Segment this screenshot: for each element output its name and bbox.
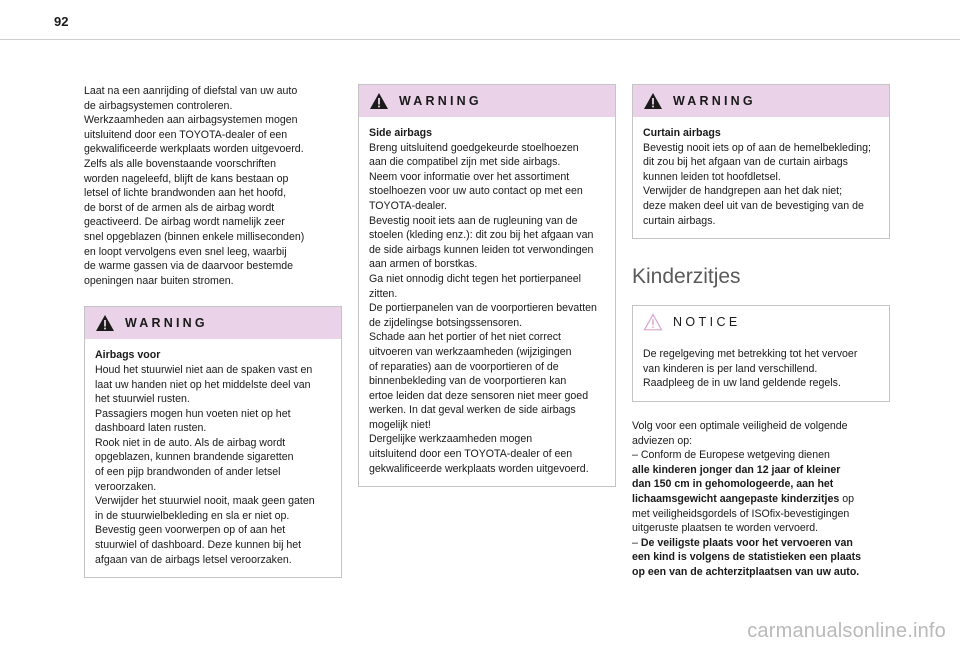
notice-body: De regelgeving met betrekking tot het vervoer van kinderen is per land verschillend. Raadpleeg de in uw land geldende regels. — [643, 348, 858, 390]
warning-title: WARNING — [125, 316, 208, 331]
warning-body — [85, 339, 341, 577]
section-title: Kinderzitjes — [632, 265, 741, 289]
column-1 — [84, 84, 342, 578]
warning-text: Houd het stuurwiel niet aan de spaken vast en laat uw handen niet op het middelste deel van het stuurwiel rusten. Passagiers mogen hun voeten niet op het dashboard laten rusten. Rook niet in de auto. Als de airbag wordt opgeblazen, kunnen brandende sigaretten of een pijp brandwonden of ander letsel veroorzaken. Verwijder het stuurwiel nooit, maak geen gaten in de stuurwielbekleding en sla er niet op. Bevestig geen voorwerpen op of aan het stuurwiel of dashboard. Deze kunnen bij het afgaan van de airbags letsel veroorzaken. — [95, 363, 315, 566]
warning-body — [633, 117, 889, 238]
warning-icon — [95, 314, 115, 332]
warning-body — [359, 117, 615, 486]
notice-title: NOTICE — [673, 315, 741, 330]
warning-box-side-airbags — [358, 84, 616, 487]
warning-box-curtain-airbags — [632, 84, 890, 239]
warning-lead: Curtain airbags — [643, 127, 721, 139]
warning-header — [633, 85, 889, 117]
warning-text: Bevestig nooit iets op of aan de hemelbekleding; dit zou bij het afgaan van de curtain airbags kunnen leiden tot hoofdletsel. Verwijder de handgrepen aan het dak niet; deze maken deel uit van de bevestiging van de curtain airbags. — [643, 141, 871, 227]
column-2 — [358, 84, 616, 487]
advice-text-1: Volg voor een optimale veiligheid de volgende adviezen op: – Conform de Europese wetgeving dienen — [632, 419, 848, 462]
page-number: 92 — [54, 14, 69, 29]
watermark: carmanualsonline.info — [747, 620, 946, 642]
warning-box-front-airbags — [84, 306, 342, 578]
warning-header — [85, 307, 341, 339]
warning-icon — [369, 92, 389, 110]
warning-lead: Side airbags — [369, 127, 432, 139]
notice-header — [633, 306, 889, 338]
warning-title: WARNING — [399, 94, 482, 108]
column-3 — [632, 84, 890, 579]
warning-icon — [643, 92, 663, 110]
warning-header — [359, 85, 615, 117]
header-rule — [0, 39, 960, 40]
warning-title: WARNING — [673, 94, 756, 108]
intro-paragraph: Laat na een aanrijding of diefstal van uw auto de airbagsystemen controleren. Werkzaamheden aan airbagsystemen mogen uitsluitend door een TOYOTA-dealer of een gekwalificeerde werkplaats worden uitgevoerd. Zelfs als alle bovenstaande voorschriften worden nageleefd, blijft de kans bestaan op letsel of lichte brandwonden aan het hoofd, de borst of de armen als de airbag wordt geactiveerd. De airbag wordt namelijk zeer snel opgeblazen (binnen enkele milliseconden) en loopt vervolgens even snel leeg, waarbij de warme gassen via de daarvoor bestemde openingen naar buiten stromen. — [84, 85, 305, 287]
advice-text-2: op met veiligheidsgordels of ISOfix-bevestigingen uitgeruste plaatsen te worden vervoerd. – — [632, 492, 854, 549]
advice-bold-1: alle kinderen jonger dan 12 jaar of kleiner dan 150 cm in gehomologeerde, aan het lichaamsgewicht aangepaste kinderzitjes — [632, 463, 841, 505]
notice-box — [632, 305, 890, 402]
child-seat-advice — [632, 419, 890, 580]
advice-bold-2: De veiligste plaats voor het vervoeren van een kind is volgens de statistieken een plaats op een van de achterzitplaatsen van uw auto. — [632, 536, 862, 578]
warning-lead: Airbags voor — [95, 349, 161, 362]
notice-icon — [643, 313, 663, 331]
warning-text: Breng uitsluitend goedgekeurde stoelhoezen aan die compatibel zijn met side airbags. Neem voor informatie over het assortiment stoelhoezen voor uw auto contact op met een TOYOTA-dealer. Bevestig nooit iets aan de rugleuning van de stoelen (kleding enz.): dit zou bij het afgaan van de side airbags kunnen leiden tot verwondingen aan armen of borstkas. Ga niet onnodig dicht tegen het portierpaneel zitten. De portierpanelen van de voorportieren bevatten de zijdelingse botsingssensoren. Schade aan het portier of het niet correct uitvoeren van werkzaamheden (wijzigingen of reparaties) aan de voorportieren of de binnenbekleding van de voorportieren kan ertoe leiden dat deze sensoren niet meer goed werken. In dat geval werken de side airbags mogelijk niet! Dergelijke werkzaamheden mogen uitsluitend door een TOYOTA-dealer of een gekwalificeerde werkplaats worden uitgevoerd. — [369, 141, 597, 475]
